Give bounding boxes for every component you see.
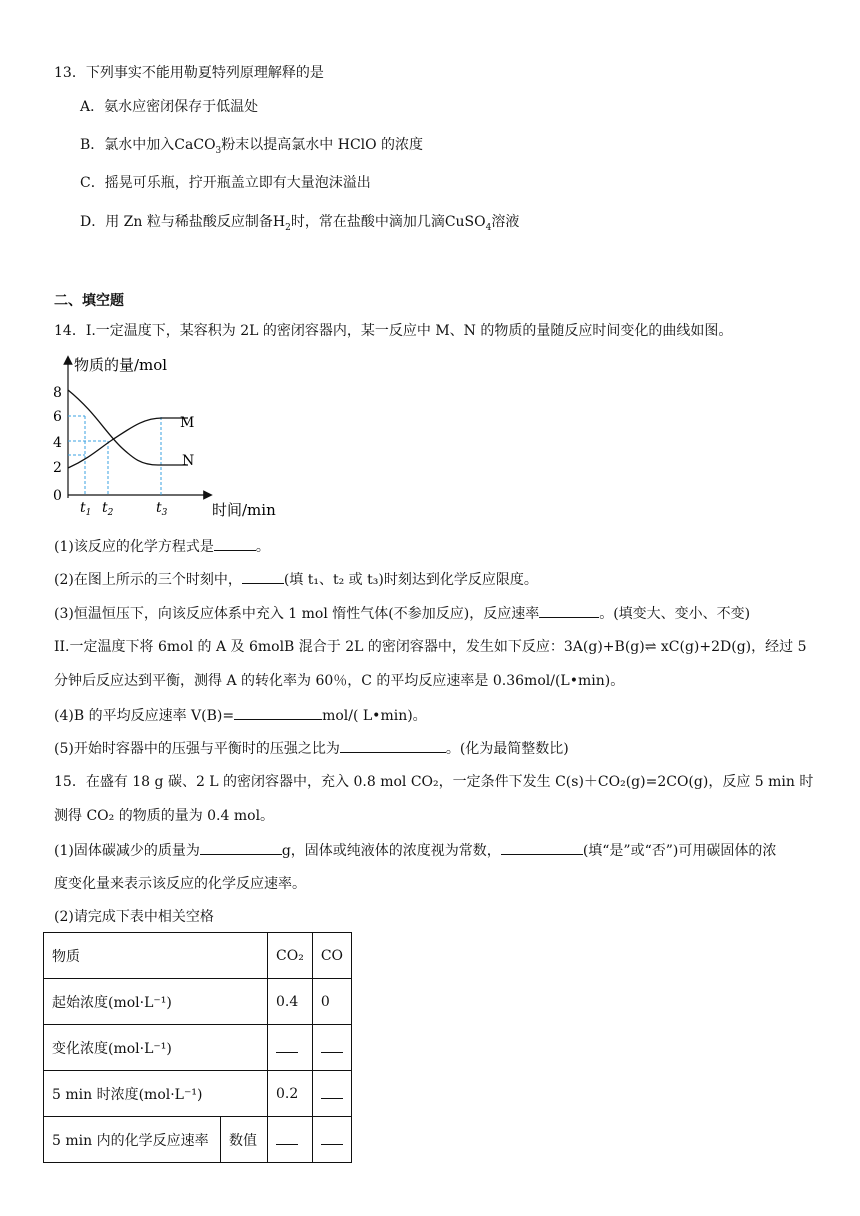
row-change-co2[interactable]: [268, 1025, 313, 1071]
q13-b-text: B．氯水中加入: [80, 137, 175, 153]
series-m-label: M: [180, 415, 195, 431]
q14-p4-text: (4)B 的平均反应速率 V(B)=: [54, 708, 235, 724]
header-substance: 物质: [44, 933, 268, 979]
x-tick-t3: $t_3$: [156, 500, 168, 518]
row-5min-co[interactable]: [312, 1071, 351, 1117]
table-row: [44, 1025, 352, 1071]
row-initial-co: 0: [312, 979, 351, 1025]
q13-option-d: [80, 212, 519, 238]
q13-b-subscript: 3: [215, 145, 222, 156]
y-tick-2: 2: [53, 460, 62, 476]
q14-part1: [54, 536, 270, 557]
q14-ii-line1: II.一定温度下将 6mol 的 A 及 6molB 混合于 2L 的密闭容器中，发生如下反应：3A(g)+B(g)⇌ xC(g)+2D(g)，经过 5: [54, 639, 807, 655]
q13-option-c: C．摇晃可乐瓶，拧开瓶盖立即有大量泡沫溢出: [80, 175, 371, 191]
row-rate-sublabel: 数值: [221, 1117, 268, 1163]
q14-p1-end: 。: [255, 539, 270, 555]
q15-part2: (2)请完成下表中相关空格: [54, 909, 214, 925]
answer-blank-6[interactable]: [200, 840, 282, 855]
header-co2: CO₂: [268, 933, 313, 979]
concentration-table: [43, 932, 352, 1163]
q14-part3: [54, 603, 750, 624]
answer-blank-7[interactable]: [501, 840, 583, 855]
q13-b-formula: CaCO: [174, 137, 216, 153]
q15-p1-end: (填“是”或“否”)可用碳固体的浓: [582, 843, 777, 859]
row-initial-co2: 0.4: [268, 979, 313, 1025]
answer-blank-3[interactable]: [539, 603, 599, 618]
q13-d-subscript1: 2: [285, 222, 291, 233]
q15-p1-mid: g，固体或纯液体的浓度视为常数，: [281, 843, 501, 859]
q13-d-text-end: 溶液: [491, 214, 520, 230]
q14-p2-end: (填 t₁、t₂ 或 t₃)时刻达到化学反应限度。: [283, 572, 538, 588]
q13-option-b: [80, 135, 423, 161]
row-change-co[interactable]: [312, 1025, 351, 1071]
q13-d-subscript2: 4: [485, 222, 492, 233]
q15-part1: [54, 840, 776, 861]
row-5min-co2: 0.2: [268, 1071, 313, 1117]
q14-stem: 14．I.一定温度下，某容积为 2L 的密闭容器内，某一反应中 M、N 的物质的量随反应时间变化的曲线如图。: [54, 323, 733, 339]
q14-chart: [50, 352, 276, 522]
row-rate-co2[interactable]: [268, 1117, 313, 1163]
q13-stem: 13．下列事实不能用勒夏特列原理解释的是: [54, 65, 324, 81]
q14-p5-end: 。(化为最简整数比): [445, 741, 569, 757]
q13-d-formula1: H: [272, 214, 286, 230]
x-tick-t1: $t_1$: [80, 500, 92, 518]
answer-blank-4[interactable]: [234, 705, 322, 720]
q13-d-text: D．用 Zn 粒与稀盐酸反应制备: [80, 214, 273, 230]
q15-part1-line2: 度变化量来表示该反应的化学反应速率。: [54, 876, 306, 892]
header-co: CO: [312, 933, 351, 979]
q14-p3-text: (3)恒温恒压下，向该反应体系中充入 1 mol 惰性气体(不参加反应)，反应速率: [54, 606, 540, 622]
series-n-curve: [68, 390, 188, 465]
q14-p1-text: (1)该反应的化学方程式是: [54, 539, 214, 555]
q14-p5-text: (5)开始时容器中的压强与平衡时的压强之比为: [54, 741, 340, 757]
row-change-label: 变化浓度(mol·L⁻¹): [44, 1025, 268, 1071]
y-tick-0: 0: [53, 488, 62, 504]
x-axis-label: 时间/min: [212, 501, 276, 519]
q15-p1-text: (1)固体碳减少的质量为: [54, 843, 200, 859]
q13-option-a: A．氨水应密闭保存于低温处: [80, 99, 259, 115]
table-row: [44, 933, 352, 979]
table-row: [44, 1117, 352, 1163]
q14-part5: [54, 738, 569, 759]
section-title: 二、填空题: [54, 293, 124, 309]
x-tick-t2: $t_2$: [102, 500, 114, 518]
answer-blank-5[interactable]: [340, 738, 446, 753]
y-tick-6: 6: [53, 409, 62, 425]
series-m-curve: [68, 418, 188, 468]
row-initial-label: 起始浓度(mol·L⁻¹): [44, 979, 268, 1025]
q14-p2-text: (2)在图上所示的三个时刻中，: [54, 572, 242, 588]
q15-line1: 15．在盛有 18 g 碳、2 L 的密闭容器中，充入 0.8 mol CO₂，一定条件下发生 C(s)＋CO₂(g)=2CO(g)，反应 5 min 时: [54, 774, 814, 790]
table-row: [44, 979, 352, 1025]
answer-blank-2[interactable]: [242, 569, 284, 584]
q14-p4-end: mol/( L•min)。: [322, 708, 427, 724]
answer-blank-1[interactable]: [214, 536, 256, 551]
series-n-label: N: [182, 453, 195, 469]
q13-b-text-end: 粉末以提高氯水中 HClO 的浓度: [221, 137, 424, 153]
row-5min-label: 5 min 时浓度(mol·L⁻¹): [44, 1071, 268, 1117]
y-axis-label: 物质的量/mol: [74, 356, 168, 374]
row-rate-co[interactable]: [312, 1117, 351, 1163]
q13-d-formula2: CuSO: [444, 214, 486, 230]
q14-part4: [54, 705, 427, 726]
q13-d-text-mid: 时，常在盐酸中滴加几滴: [290, 214, 445, 230]
row-rate-label: 5 min 内的化学反应速率: [44, 1117, 221, 1163]
q14-part2: [54, 569, 538, 590]
y-tick-4: 4: [53, 435, 62, 451]
table-row: [44, 1071, 352, 1117]
y-tick-8: 8: [53, 385, 62, 401]
q14-p3-end: 。(填变大、变小、不变): [599, 606, 751, 622]
q14-ii-line2: 分钟后反应达到平衡，测得 A 的转化率为 60％，C 的平均反应速率是 0.36mol/(L•min)。: [54, 673, 625, 689]
q15-line2: 测得 CO₂ 的物质的量为 0.4 mol。: [54, 808, 275, 824]
